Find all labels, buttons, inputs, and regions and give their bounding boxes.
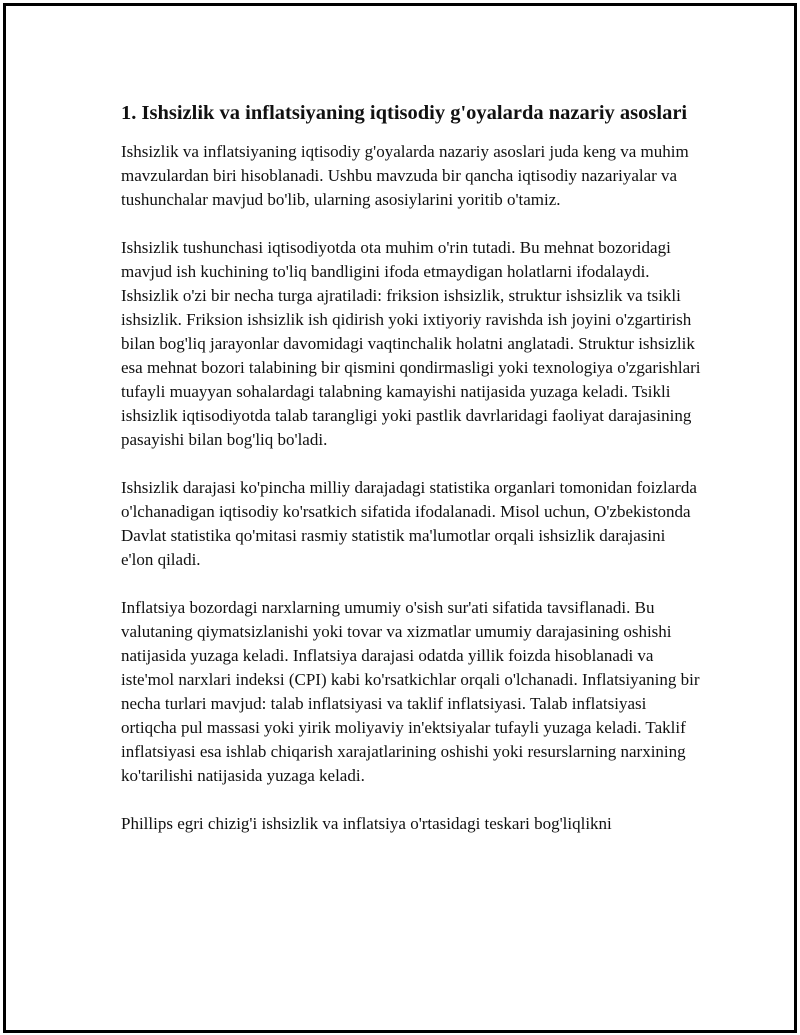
section-heading: 1. Ishsizlik va inflatsiyaning iqtisodiy g'oyalarda nazariy asoslari [121,102,688,124]
paragraph-intro: Ishsizlik va inflatsiyaning iqtisodiy g'oyalarda nazariy asoslari juda keng va muhim mavzulardan biri hisoblanadi. Ushbu mavzuda bir qancha iqtisodiy nazariyalar va tushunchalar mavjud bo'lib, ularning asosiylarini yoritib o'tamiz. [121,142,689,209]
document-body [121,99,701,860]
paragraph-inflation: Inflatsiya bozordagi narxlarning umumiy o'sish sur'ati sifatida tavsiflanadi. Bu valutaning qiymatsizlanishi yoki tovar va xizmatlar umumiy darajasining oshishi natijasida yuzaga keladi. Inflatsiya darajasi odatda yillik foizda hisoblanadi va iste'mol narxlari indeksi (CPI) kabi ko'rsatkichlar orqali o'lchanadi. Inflatsiyaning bir necha turlari mavjud: talab inflatsiyasi va taklif inflatsiyasi. Talab inflatsiyasi ortiqcha pul massasi yoki yirik moliyaviy in'ektsiyalar tufayli yuzaga keladi. Taklif inflatsiyasi esa ishlab chiqarish xarajatlarining oshishi yoki resurslarning narxining ko'tarilishi natijasida yuzaga keladi. [121,598,700,785]
paragraph-unemployment-types: Ishsizlik tushunchasi iqtisodiyotda ota muhim o'rin tutadi. Bu mehnat bozoridagi mavjud ish kuchining to'liq bandligini ifoda etmaydigan holatlarni ifodalaydi. Ishsizlik o'zi bir necha turga ajratiladi: friksion ishsizlik, struktur ishsizlik va tsikli ishsizlik. Friksion ishsizlik ish qidirish yoki ixtiyoriy ravishda ish joyini o'zgartirish bilan bog'liq jarayonlar davomidagi vaqtinchalik holatni anglatadi. Struktur ishsizlik esa mehnat bozori talabining bir qismini qondirmasligi yoki texnologiya o'zgarishlari tufayli muayyan sohalardagi talabning kamayishi natijasida yuzaga keladi. Tsikli ishsizlik iqtisodiyotda talab tarangligi yoki pastlik davrlaridagi faoliyat darajasining pasayishi bilan bog'liq bo'ladi. [121,238,701,449]
page-frame [3,3,797,1033]
paragraph-phillips-curve: Phillips egri chizig'i ishsizlik va inflatsiya o'rtasidagi teskari bog'liqlikni [121,814,612,833]
paragraph-unemployment-rate: Ishsizlik darajasi ko'pincha milliy darajadagi statistika organlari tomonidan foizlarda o'lchanadigan iqtisodiy ko'rsatkich sifatida ifodalanadi. Misol uchun, O'zbekistonda Davlat statistika qo'mitasi rasmiy statistik ma'lumotlar orqali ishsizlik darajasini e'lon qiladi. [121,478,697,569]
